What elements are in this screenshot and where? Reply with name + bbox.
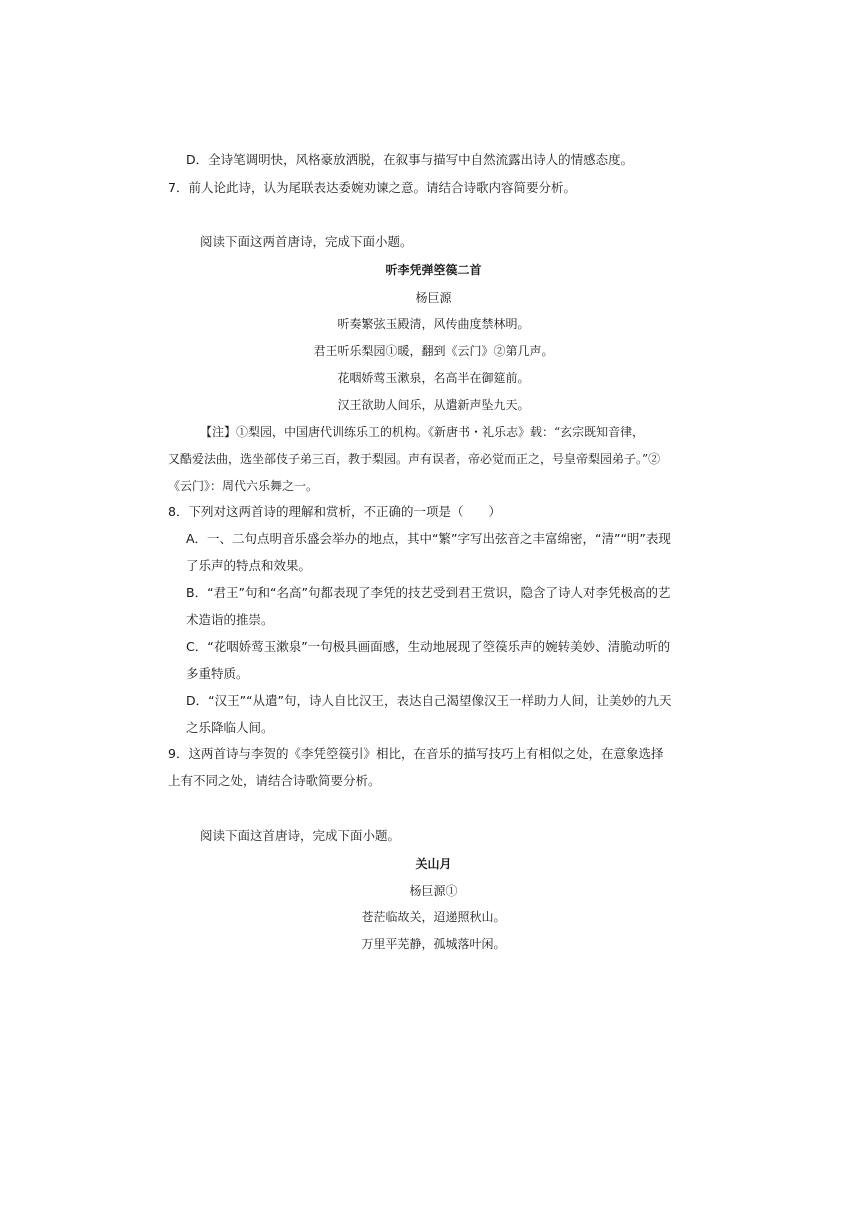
poem3-line-2: 万里平芜静，孤城落叶闲。 — [361, 937, 506, 951]
passage2-intro: 阅读下面这两首唐诗，完成下面小题。 — [200, 234, 413, 249]
q8-stem: 8．下列对这两首诗的理解和赏析，不正确的一项是（ ） — [168, 504, 501, 519]
q8-option-a-line-1: A．一、二句点明音乐盛会举办的地点，其中“繁”字写出弦音之丰富绵密，“清”“明”表现 — [186, 531, 671, 546]
q8-option-a-line-2: 了乐声的特点和效果。 — [186, 558, 312, 573]
q7-question: 7．前人论此诗，认为尾联表达委婉劝谏之意。请结合诗歌内容简要分析。 — [168, 180, 576, 195]
poem2-title: 听李凭弹箜篌二首 — [385, 263, 482, 277]
q8-option-d-line-1: D．“汉王”“从遣”句，诗人自比汉王，表达自己渴望像汉王一样助力人间，让美妙的九天 — [186, 693, 672, 708]
q9-line-2: 上有不同之处，请结合诗歌简要分析。 — [168, 773, 381, 788]
q8-option-c-line-2: 多重特质。 — [186, 666, 249, 681]
q8-option-b-line-2: 术造诣的推崇。 — [186, 612, 274, 627]
passage3-intro: 阅读下面这首唐诗，完成下面小题。 — [200, 828, 401, 843]
q6-option-d: D．全诗笔调明快，风格豪放洒脱，在叙事与描写中自然流露出诗人的情感态度。 — [186, 152, 634, 167]
poem3-author: 杨巨源① — [409, 884, 458, 898]
q8-option-b-line-1: B．“君王”句和“名高”句都表现了李凭的技艺受到君王赏识，隐含了诗人对李凭极高的艺 — [186, 585, 671, 600]
poem2-line-2: 君王听乐梨园①暖，翻到《云门》②第几声。 — [313, 344, 554, 358]
poem2-line-1: 听奏繁弦玉殿清，风传曲度禁林明。 — [337, 317, 530, 331]
q8-option-d-line-2: 之乐降临人间。 — [186, 720, 274, 735]
poem2-line-4: 汉王欲助人间乐，从遣新声坠九天。 — [337, 398, 530, 412]
poem3-line-1: 苍茫临故关，迢递照秋山。 — [361, 910, 506, 924]
poem2-line-3: 花咽娇莺玉漱泉，名高半在御筵前。 — [337, 371, 530, 385]
poem2-note-line-1: 【注】①梨园，中国唐代训练乐工的机构。《新唐书・礼乐志》载：“玄宗既知音律， — [200, 425, 645, 439]
poem3-title: 关山月 — [415, 857, 452, 871]
poem2-author: 杨巨源 — [415, 291, 452, 305]
poem2-note-line-3: 《云门》：周代六乐舞之一。 — [168, 479, 319, 493]
poem2-note-line-2: 又酷爱法曲，选坐部伎子弟三百，教于梨园。声有误者，帝必觉而正之，号皇帝梨园弟子。”② — [168, 452, 661, 466]
q8-option-c-line-1: C．“花咽娇莺玉漱泉”一句极具画面感，生动地展现了箜篌乐声的婉转美妙、清脆动听的 — [186, 639, 671, 654]
q9-line-1: 9．这两首诗与李贺的《李凭箜篌引》相比，在音乐的描写技巧上有相似之处，在意象选择 — [168, 746, 664, 761]
